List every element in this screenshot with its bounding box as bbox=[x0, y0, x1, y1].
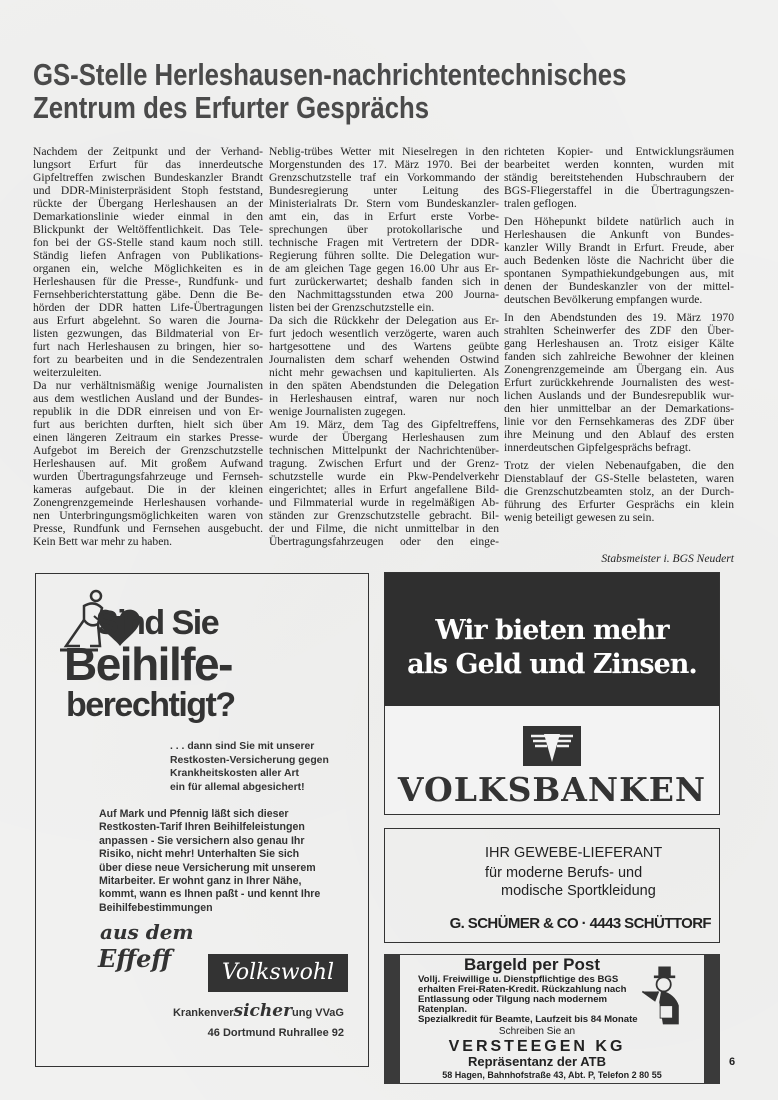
company-name: VERSTEEGEN KG bbox=[448, 1038, 626, 1055]
text-line: sprechungen über protokollarische und bbox=[269, 223, 499, 236]
paragraph bbox=[504, 145, 734, 210]
text-line: den hier unmittelbar an der Demarkations- bbox=[504, 402, 734, 415]
text-line: eingerichtet; alles in Erfurt angefallene Bild- bbox=[269, 483, 499, 496]
text-line: Morgenstunden des 17. März 1970. Bei der bbox=[269, 158, 499, 171]
text-line: Ständig liefen Anfragen von Publikations- bbox=[33, 249, 263, 262]
text-line: Herleshausen die Ankunft von Bundes- bbox=[504, 228, 734, 241]
text-line: fort zu bearbeiten und in die Sendezentralen bbox=[33, 353, 263, 366]
brand-name: VOLKSBANKEN bbox=[397, 770, 707, 809]
volkswohl-logo: Volkswohl bbox=[208, 954, 348, 992]
text-line: Auf Mark und Pfennig läßt sich dieser bbox=[99, 808, 289, 820]
text-line: spontanen Sympathiekundgebungen aus, mit bbox=[504, 267, 734, 280]
text-line: Demarkationslinie wieder einmal in den bbox=[33, 210, 263, 223]
text-line: anpassen - Sie versichern also genau Ihr bbox=[99, 834, 305, 847]
headline-line: Wir bieten mehr bbox=[435, 615, 669, 646]
text-line: listen gezwungen, das Bildmaterial von Er- bbox=[33, 327, 263, 340]
text-line: über diese neue Versicherung mit unserem bbox=[99, 861, 316, 874]
text-line: Aufgebot im Bereich der Grenzschutzstelle bbox=[33, 444, 263, 457]
text-line: Grenzschutzstelle traf ein Vorkommando der bbox=[269, 171, 499, 184]
text-line: Presse, Rundfunk und Fernsehen ausgebucht. bbox=[33, 522, 263, 535]
text-line: führung des Erfurter Gesprächs ein klein bbox=[504, 498, 734, 511]
man-with-hat-icon bbox=[636, 963, 686, 1027]
ad-heading: Bargeld per Post bbox=[463, 955, 601, 974]
text-line: Vollj. Freiwillige u. Dienstpflichtige des BGS bbox=[418, 974, 619, 985]
text-line: Restkosten-Versicherung gegen bbox=[170, 754, 329, 766]
text-line: furt jedoch wesentlich verzögerte, waren auch bbox=[269, 327, 499, 340]
ad-line: modische Sportkleidung bbox=[501, 883, 656, 899]
article-title bbox=[33, 58, 748, 124]
text-line: Blickpunkt der Weltöffentlichkeit. Das Tele- bbox=[33, 223, 263, 236]
text-line: und Filmmaterial wurde in regelmäßigen Ab- bbox=[269, 496, 499, 509]
text-line: wenige Journalisten zugegen. bbox=[269, 405, 406, 418]
text-line: Trotz der vielen Nebenaufgaben, die den bbox=[504, 459, 734, 472]
company-name-part: ung VVaG bbox=[292, 1007, 344, 1019]
text-line: den Nachmittagsstunden etwa 200 Journa- bbox=[269, 288, 499, 301]
text-line: und DDR-Ministerpräsident Stoph feststand, bbox=[33, 184, 263, 197]
text-line: Restkosten-Tarif Ihren Beihilfeleistungen bbox=[99, 821, 305, 834]
company-name bbox=[173, 1000, 344, 1024]
text-line: aus dem westlichen Ausland und der Bundes- bbox=[33, 392, 263, 405]
ad-body bbox=[418, 975, 638, 1025]
text-line: technischen Mittelpunkt der Nachrichtenüber- bbox=[269, 444, 499, 457]
text-line: amt ein, das in Erfurt erste Vorbe- bbox=[269, 210, 499, 223]
text-line: Mitarbeiter. Er wohnt ganz in Ihrer Nähe, bbox=[99, 875, 302, 888]
text-line: Risiko, nicht mehr! Unterhalten Sie sich bbox=[99, 848, 300, 861]
author-signature: Stabsmeister i. BGS Neudert bbox=[601, 552, 734, 565]
company-agency: Repräsentanz der ATB bbox=[468, 1054, 606, 1069]
text-line: bearbeitet werden konnten, wurden mit bbox=[504, 158, 734, 171]
text-line: fon bei der GS-Stelle stand kaum noch still. bbox=[33, 236, 263, 249]
ad-schuemer bbox=[384, 828, 720, 943]
text-line: deutschen Bevölkerung empfangen wurde. bbox=[504, 293, 703, 306]
text-line: ihre Meinung und den Ablauf des ersten bbox=[504, 428, 734, 441]
headline-line: Sind Sie bbox=[96, 604, 219, 642]
headline-line: Beihilfe- bbox=[64, 638, 232, 690]
text-line: linie vor den Fernsehkameras des ZDF über bbox=[504, 415, 734, 428]
text-line: Kein Bett war mehr zu haben. bbox=[33, 535, 173, 548]
ad-volksbanken bbox=[384, 572, 720, 815]
paragraph bbox=[33, 145, 263, 379]
text-line: tragung. Zwischen Erfurt und der Grenz- bbox=[269, 457, 499, 470]
text-line: wenig beteiligt gewesen zu sein. bbox=[504, 511, 655, 524]
paragraph bbox=[504, 215, 734, 306]
text-line: Ratenplan. bbox=[418, 1004, 468, 1015]
text-line: auch Bedenken löste die Nachricht über die bbox=[504, 254, 734, 267]
company-address: 58 Hagen, Bahnhofstraße 43, Abt. P, Telefon 2 80 55 bbox=[442, 1070, 662, 1080]
text-line: Beihilfebestimmungen bbox=[99, 901, 213, 914]
text-line: Ministerialrats Dr. Stern vom Bundeskanzler- bbox=[269, 197, 499, 210]
text-line: ständen zur Grenzschutzstelle gebracht. Bil- bbox=[269, 509, 499, 522]
text-line: schutzstelle wurde ein Pkw-Pendelverkehr bbox=[269, 470, 499, 483]
text-line: In den Abendstunden des 19. März 1970 bbox=[504, 311, 734, 324]
company-name-script: sicher bbox=[233, 1001, 293, 1021]
text-line: organen ein, welche Möglichkeiten es in bbox=[33, 262, 263, 275]
page-number: 6 bbox=[729, 1056, 736, 1068]
headline-line: berechtigt? bbox=[66, 686, 235, 724]
text-line: Journalisten dem scharf wehenden Ostwind bbox=[269, 353, 499, 366]
ad-heading: IHR GEWEBE-LIEFERANT bbox=[485, 845, 663, 861]
text-line: strahlten Scheinwerfer des ZDF den Über- bbox=[504, 324, 734, 337]
text-line: Entlassung oder Tilgung nach modernem bbox=[418, 994, 608, 1005]
title-line: GS-Stelle Herleshausen-nachrichtentechnisches bbox=[33, 57, 627, 92]
text-line: Zonengrenzgemeinde am Übergang ein. Aus bbox=[504, 363, 734, 376]
ad-body bbox=[99, 808, 320, 915]
text-line: in den späten Abendstunden die Delegation bbox=[269, 379, 499, 392]
text-line: innerdeutschen Gipfelgesprächs befragt. bbox=[504, 441, 692, 454]
company-address: 46 Dortmund Ruhrallee 92 bbox=[207, 1027, 344, 1039]
text-line: Da sich die Rückkehr der Delegation aus Er- bbox=[269, 314, 499, 327]
text-line: wurde der Übergang Herleshausen zum bbox=[269, 431, 499, 444]
text-line: denen der Bundeskanzler von der mittel- bbox=[504, 280, 734, 293]
text-line: aus Erfurt abgelehnt. So waren die Journa- bbox=[33, 314, 263, 327]
text-line: Herleshausen auf. Mit großem Aufwand bbox=[33, 457, 263, 470]
text-line: in Herleshausen eintraf, waren nur noch bbox=[269, 392, 499, 405]
text-line: Am 19. März, dem Tag des Gipfeltreffens, bbox=[269, 418, 499, 431]
text-line: ständig bereitstehenden Hubschraubern der bbox=[504, 171, 734, 184]
ad-versteegen bbox=[384, 954, 720, 1084]
text-line: kanzler Willy Brandt in Erfurt. Freude, aber bbox=[504, 241, 734, 254]
text-line: kameras aufgebaut. Die in der kleinen bbox=[33, 483, 263, 496]
text-line: nicht mehr gewachsen und kapitulierten. Als bbox=[269, 366, 499, 379]
text-line: Erfurt zurückkehrende Journalisten des west- bbox=[504, 376, 734, 389]
text-line: Krankheitskosten aller Art bbox=[170, 768, 299, 779]
text-line: Regierung führen sollte. Die Delegation wur- bbox=[269, 249, 499, 262]
text-line: technische Fragen mit Vertretern der DDR- bbox=[269, 236, 499, 249]
paragraph bbox=[504, 459, 734, 524]
text-line: tralen geflogen. bbox=[504, 197, 577, 210]
text-line: Bundesregierung unter Leitung des bbox=[269, 184, 499, 197]
volksbank-logo-icon bbox=[523, 726, 581, 766]
article-column-2 bbox=[269, 145, 499, 548]
ad-line: Schreiben Sie an bbox=[498, 1026, 576, 1037]
ad-line: für moderne Berufs- und bbox=[485, 865, 643, 881]
text-line: Gipfeltreffen zwischen Bundeskanzler Brandt bbox=[33, 171, 263, 184]
text-line: Spezialkredit für Beamte, Laufzeit bis 84 Monate bbox=[418, 1014, 638, 1025]
text-line: Neblig-trübes Wetter mit Nieselregen in den bbox=[269, 145, 499, 158]
text-line: lungsort Erfurt für das innerdeutsche bbox=[33, 158, 263, 171]
text-line: nen Unterbringungsmöglichkeiten waren von bbox=[33, 509, 263, 522]
text-line: furt aus berichten durften, hielt sich über bbox=[33, 418, 263, 431]
text-line: Herleshausen für die Presse-, Rundfunk- und bbox=[33, 275, 263, 288]
text-line: wurden Übertragungsfahrzeuge und Fernseh- bbox=[33, 470, 263, 483]
text-line: einen längeren Zeitraum ein starkes Presse- bbox=[33, 431, 263, 444]
ad-subline bbox=[170, 740, 329, 794]
title-line: Zentrum des Erfurter Gesprächs bbox=[33, 90, 430, 125]
text-line: der und Filme, die nicht unmittelbar in den bbox=[269, 522, 499, 535]
article-column-1 bbox=[33, 145, 263, 548]
text-line: erhalten Frei-Raten-Kredit. Rückzahlung nach bbox=[418, 984, 627, 995]
text-line: furt nach Herleshausen zu bringen, hier so- bbox=[33, 340, 263, 353]
text-line: republik in die DDR einreisen und von Er- bbox=[33, 405, 263, 418]
text-line: die Grenzschutzbeamten stolz, an der Durch- bbox=[504, 485, 734, 498]
text-line: Übertragungsfahrzeugen oder den einge- bbox=[269, 535, 499, 548]
text-line: weiterzuleiten. bbox=[33, 366, 102, 379]
text-line: Fernsehberichterstattung gäbe. Denn die Be- bbox=[33, 288, 263, 301]
headline-line: als Geld und Zinsen. bbox=[407, 649, 697, 680]
text-line: listen bei der Grenzschutzstelle ein. bbox=[269, 301, 435, 314]
paragraph bbox=[33, 379, 263, 548]
text-line: BGS-Fliegerstaffel in die Übertragungszen- bbox=[504, 184, 734, 197]
text-line: hörden der DDR hatten Life-Übertragungen bbox=[33, 301, 263, 314]
text-line: Nachdem der Zeitpunkt und der Verhand- bbox=[33, 145, 263, 158]
text-line: hartgesottene und des Wartens geübte bbox=[269, 340, 499, 353]
text-line: gang Herleshausen an. Trotz eisiger Kälte bbox=[504, 337, 734, 350]
text-line: richteten Kopier- und Entwicklungsräumen bbox=[504, 145, 734, 158]
text-line: fanden sich zahlreiche Bewohner der kleinen bbox=[504, 350, 734, 363]
text-line: Zonengrenzgemeinde Herleshausen vorhande- bbox=[33, 496, 263, 509]
text-line: Dienstablauf der GS-Stelle belasteten, waren bbox=[504, 472, 734, 485]
text-line: ein für allemal abgesichert! bbox=[170, 781, 305, 793]
text-line: Den Höhepunkt bildete natürlich auch in bbox=[504, 215, 734, 228]
ad-volkswohl bbox=[35, 573, 369, 1067]
company-name: G. SCHÜMER & CO · 4443 SCHÜTTORF bbox=[449, 915, 711, 932]
text-line: kommt, wann es Ihnen paßt - und kennt Ihre bbox=[99, 888, 321, 901]
paragraph bbox=[269, 314, 499, 418]
script-slogan: aus dem bbox=[100, 920, 194, 944]
script-slogan: Effeff bbox=[98, 944, 172, 973]
company-name-part: Krankenver bbox=[172, 1007, 234, 1019]
paragraph bbox=[269, 145, 499, 314]
text-line: de am gleichen Tage gegen 16.00 Uhr aus Er- bbox=[269, 262, 499, 275]
article-column-3 bbox=[504, 145, 734, 529]
paragraph bbox=[504, 311, 734, 454]
paragraph bbox=[269, 418, 499, 548]
text-line: rückte der Übergang Herleshausen an der bbox=[33, 197, 263, 210]
text-line: . . . dann sind Sie mit unserer bbox=[170, 741, 315, 752]
text-line: lichen Auslands und der Bundesrepublik wur- bbox=[504, 389, 734, 402]
text-line: furt zurückerwartet; deshalb fanden sich in bbox=[269, 275, 499, 288]
text-line: Da nur verhältnismäßig wenige Journalisten bbox=[33, 379, 263, 392]
